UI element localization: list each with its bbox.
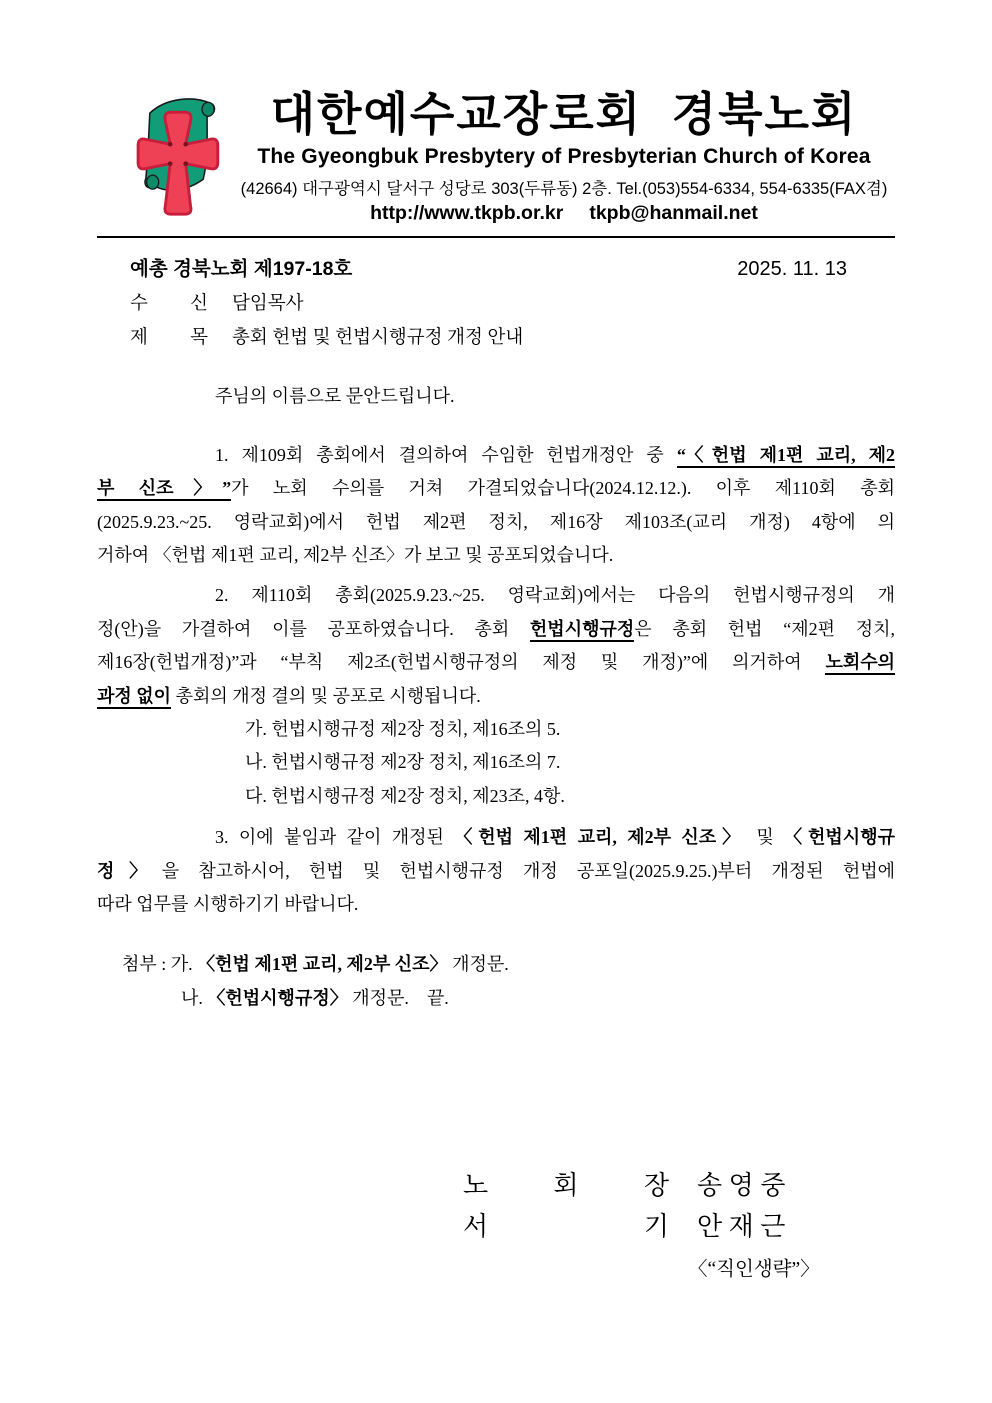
- cross-dot: [168, 142, 173, 147]
- body-line: [97, 855, 895, 888]
- text-segment: “〈헌법 제1편 교리, 제2: [677, 445, 895, 468]
- cross-dot: [168, 161, 173, 166]
- signature-role: 노 회 장: [463, 1171, 669, 1201]
- paragraph-gap: [97, 414, 895, 439]
- document-meta: [97, 252, 895, 354]
- body-line: [97, 821, 895, 854]
- text-segment: 개정문.: [447, 954, 509, 975]
- signature-name: 안 재 근: [697, 1212, 786, 1242]
- signature-line-clerk: [463, 1206, 895, 1247]
- body-line: [97, 982, 895, 1015]
- text-segment: 헌법시행규정: [530, 619, 634, 642]
- text-segment: 과정 없이: [97, 686, 171, 709]
- signature-block: [463, 1165, 895, 1281]
- org-address: (42664) 대구광역시 달서구 성당로 303(두류동) 2층. Tel.(053)554-6334, 554-6335(FAX겸): [240, 180, 888, 199]
- presbytery-logo: [117, 84, 235, 220]
- text-segment: 나. 헌법시행규정 제2장 정치, 제16조의 7.: [245, 752, 561, 773]
- text-segment: 〈헌법시행규정〉: [207, 987, 348, 1008]
- recipient-row: [97, 288, 895, 320]
- text-segment: 다. 헌법시행규정 제2장 정치, 제23조, 4항.: [245, 785, 565, 806]
- org-email: tkpb@hanmail.net: [589, 202, 758, 225]
- text-segment: 가 노회 수의를 거쳐 가결되었습니다(2024.12.12.). 이후 제110회 총회: [231, 478, 895, 499]
- letterhead: [97, 0, 895, 225]
- text-segment: 2. 제110회 총회(2025.9.23.~25. 영락교회)에서는 다음의 헌법시행규정의 개: [215, 585, 895, 606]
- paragraph-gap: [97, 813, 895, 821]
- text-segment: 총회의 개정 결의 및 공포로 시행됩니다.: [171, 685, 481, 706]
- text-segment: 노회수의: [825, 652, 895, 675]
- text-segment: 정〉: [97, 860, 162, 881]
- text-segment: 은 총회 헌법 “제2편 정치,: [634, 618, 895, 639]
- scroll-roll-top: [202, 102, 214, 116]
- letter-body: [97, 380, 895, 1015]
- paragraph-gap: [97, 572, 895, 579]
- seal-omitted-note: 〈“직인생략”〉: [688, 1259, 820, 1281]
- body-line: [97, 713, 895, 746]
- text-segment: 정(안)을 가결하여 이를 공포하였습니다. 총회: [97, 618, 530, 639]
- body-line: [97, 948, 895, 981]
- body-line: [97, 380, 895, 413]
- text-segment: 〈헌법 제1편 교리, 제2부 신조〉: [197, 954, 448, 975]
- cross-and-scroll-icon: [117, 84, 235, 220]
- signature-name: 송 영 중: [697, 1171, 786, 1201]
- org-website: http://www.tkpb.or.kr: [370, 202, 564, 225]
- recipient-label: 수 신: [130, 294, 208, 315]
- body-line: [97, 780, 895, 813]
- signature-line-moderator: [463, 1165, 895, 1206]
- org-name-korean: 대한예수교장로회 경북노회: [270, 88, 858, 140]
- subject-row: [97, 322, 895, 354]
- cross-dot: [183, 142, 188, 147]
- text-segment: 따라 업무를 시행하기기 바랍니다.: [97, 894, 359, 915]
- text-segment: 을 참고하시어, 헌법 및 헌법시행규정 개정 공포일(2025.9.25.)부터 개정된 헌법에: [161, 860, 895, 881]
- document-number: 예총 경북노회 제197-18호: [130, 258, 353, 281]
- text-segment: (2025.9.23.~25. 영락교회)에서 헌법 제2편 정치, 제16장 제103조(교리 개정) 4항에 의: [97, 511, 895, 532]
- scroll-roll-bottom: [147, 175, 159, 189]
- text-segment: 및: [745, 827, 785, 848]
- org-contact-line: [235, 202, 893, 225]
- subject-value: 총회 헌법 및 헌법시행규정 개정 안내: [232, 328, 524, 349]
- signature-role: 서 기: [463, 1212, 669, 1242]
- body-line: [97, 472, 895, 505]
- text-segment: 3. 이에 붙임과 같이 개정된: [215, 827, 455, 848]
- cross-dot: [183, 161, 188, 166]
- body-line: [97, 680, 895, 713]
- text-segment: 1. 제109회 총회에서 결의하여 수임한 헌법개정안 중: [215, 444, 677, 465]
- text-segment: 가. 헌법시행규정 제2장 정치, 제16조의 5.: [245, 719, 561, 740]
- document-date: 2025. 11. 13: [737, 258, 847, 281]
- header-divider: [97, 236, 895, 238]
- body-line: [97, 539, 895, 572]
- text-segment: 개정문. 끝.: [347, 987, 449, 1008]
- body-line: [97, 506, 895, 539]
- text-segment: 거하여 〈헌법 제1편 교리, 제2부 신조〉가 보고 및 공포되었습니다.: [97, 544, 614, 565]
- body-line: [97, 646, 895, 679]
- body-line: [97, 579, 895, 612]
- body-line: [97, 888, 895, 921]
- body-line: [97, 613, 895, 646]
- text-segment: 나.: [181, 987, 208, 1008]
- body-line: [97, 439, 895, 472]
- text-segment: 주님의 이름으로 문안드립니다.: [215, 386, 455, 407]
- text-segment: 부 신조〉”: [97, 478, 231, 501]
- org-name-english: The Gyeongbuk Presbytery of Presbyterian Church of Korea: [257, 145, 871, 169]
- text-segment: 〈헌법 제1편 교리, 제2부 신조〉: [454, 827, 746, 848]
- text-segment: 〈헌법시행규: [784, 827, 895, 848]
- text-segment: 제16장(헌법개정)”과 “부칙 제2조(헌법시행규정의 제정 및 개정)”에 의거하여: [97, 652, 826, 673]
- paragraph-gap: [97, 921, 895, 948]
- subject-label: 제 목: [130, 328, 208, 349]
- recipient-value: 담임목사: [232, 294, 304, 315]
- text-segment: 첨부 : 가.: [122, 954, 198, 975]
- body-line: [97, 746, 895, 779]
